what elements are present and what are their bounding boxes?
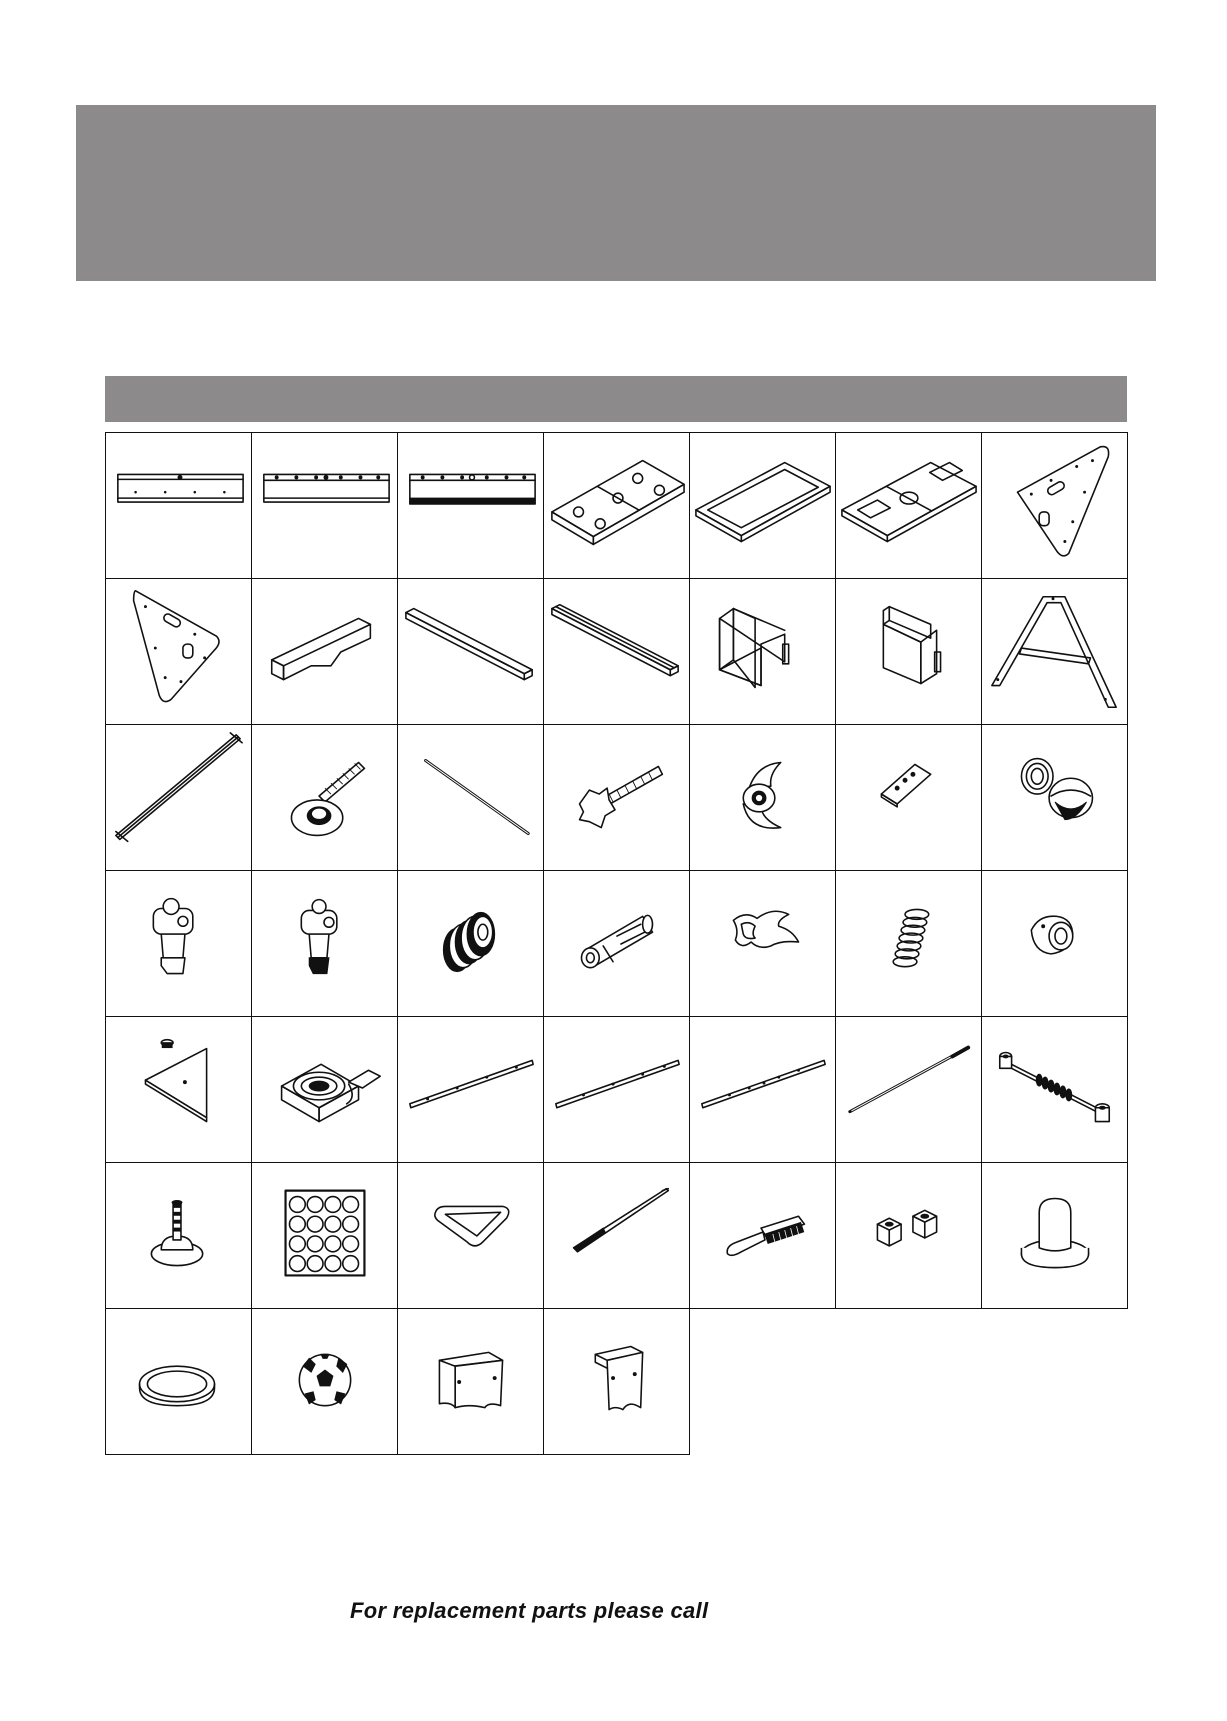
part-triangle-bracket xyxy=(105,1016,252,1163)
part-knob-bolt xyxy=(251,724,398,871)
part-rubber-bumper xyxy=(397,870,544,1017)
goal-box-a-icon xyxy=(690,579,835,724)
end-apron-icon xyxy=(252,579,397,724)
part-star-knob-bolt xyxy=(543,724,690,871)
leveler-foot-icon xyxy=(106,1163,251,1308)
mounting-plate-icon xyxy=(836,725,981,870)
part-cue-stick xyxy=(543,1162,690,1309)
part-triangle-rack xyxy=(397,1162,544,1309)
hockey-playfield-icon xyxy=(544,433,689,578)
corner-panel-right-icon xyxy=(982,433,1127,578)
wing-nut-icon xyxy=(690,725,835,870)
part-clip xyxy=(689,870,836,1017)
part-wing-nut xyxy=(689,724,836,871)
parts-grid xyxy=(105,432,1127,1449)
part-player-rod-c xyxy=(689,1016,836,1163)
brush-icon xyxy=(690,1163,835,1308)
part-thin-rod xyxy=(397,724,544,871)
part-side-rail-c xyxy=(397,432,544,579)
player-figure-b-icon xyxy=(252,871,397,1016)
part-goal-flap-b xyxy=(543,1308,690,1455)
part-player-figure-b xyxy=(251,870,398,1017)
ball-set-icon xyxy=(252,1163,397,1308)
triangle-rack-icon xyxy=(398,1163,543,1308)
part-puck xyxy=(105,1308,252,1455)
part-threaded-rod xyxy=(835,1016,982,1163)
part-coil-spring xyxy=(835,870,982,1017)
channel-rail-icon xyxy=(544,579,689,724)
part-player-rod-a xyxy=(397,1016,544,1163)
part-hockey-playfield xyxy=(543,432,690,579)
part-soccer-ball xyxy=(251,1308,398,1455)
part-side-rail-a xyxy=(105,432,252,579)
goal-flap-a-icon xyxy=(398,1309,543,1454)
player-figure-a-icon xyxy=(106,871,251,1016)
part-pool-cushion-frame xyxy=(689,432,836,579)
section-bar xyxy=(105,376,1127,422)
part-long-brace xyxy=(397,578,544,725)
player-rod-c-icon xyxy=(690,1017,835,1162)
rod-assembly-icon xyxy=(982,1017,1127,1162)
thin-rod-icon xyxy=(398,725,543,870)
knob-bolt-icon xyxy=(252,725,397,870)
part-side-rail-b xyxy=(251,432,398,579)
soccer-ball-icon xyxy=(252,1309,397,1454)
part-goal-box-a xyxy=(689,578,836,725)
stretcher-bar-icon xyxy=(106,725,251,870)
header-band xyxy=(76,105,1156,281)
corner-panel-left-icon xyxy=(106,579,251,724)
part-a-frame-leg xyxy=(981,578,1128,725)
fan-motor-unit-icon xyxy=(252,1017,397,1162)
goal-box-b-icon xyxy=(836,579,981,724)
soccer-playfield-icon xyxy=(836,433,981,578)
part-hockey-pusher xyxy=(981,1162,1128,1309)
part-channel-rail xyxy=(543,578,690,725)
side-rail-b-icon xyxy=(252,433,397,578)
star-knob-bolt-icon xyxy=(544,725,689,870)
part-mounting-plate xyxy=(835,724,982,871)
triangle-bracket-icon xyxy=(106,1017,251,1162)
bearing-bushing-icon xyxy=(982,871,1127,1016)
side-rail-c-icon xyxy=(398,433,543,578)
part-bearing-bushing xyxy=(981,870,1128,1017)
part-ball-set xyxy=(251,1162,398,1309)
part-chalk-cubes xyxy=(835,1162,982,1309)
part-goal-box-b xyxy=(835,578,982,725)
player-rod-a-icon xyxy=(398,1017,543,1162)
part-corner-panel-right xyxy=(981,432,1128,579)
part-goal-flap-a xyxy=(397,1308,544,1455)
long-brace-icon xyxy=(398,579,543,724)
handle-grip-icon xyxy=(544,871,689,1016)
part-soccer-playfield xyxy=(835,432,982,579)
pool-cushion-frame-icon xyxy=(690,433,835,578)
goal-flap-b-icon xyxy=(544,1309,689,1454)
hockey-pusher-icon xyxy=(982,1163,1127,1308)
part-end-apron xyxy=(251,578,398,725)
part-player-rod-b xyxy=(543,1016,690,1163)
side-rail-a-icon xyxy=(106,433,251,578)
spring-and-cap-icon xyxy=(982,725,1127,870)
part-spring-and-cap xyxy=(981,724,1128,871)
part-rod-assembly xyxy=(981,1016,1128,1163)
footer-text: For replacement parts please call xyxy=(350,1598,709,1623)
puck-icon xyxy=(106,1309,251,1454)
part-player-figure-a xyxy=(105,870,252,1017)
a-frame-leg-icon xyxy=(982,579,1127,724)
chalk-cubes-icon xyxy=(836,1163,981,1308)
rubber-bumper-icon xyxy=(398,871,543,1016)
part-stretcher-bar xyxy=(105,724,252,871)
player-rod-b-icon xyxy=(544,1017,689,1162)
part-brush xyxy=(689,1162,836,1309)
part-leveler-foot xyxy=(105,1162,252,1309)
threaded-rod-icon xyxy=(836,1017,981,1162)
coil-spring-icon xyxy=(836,871,981,1016)
part-corner-panel-left xyxy=(105,578,252,725)
cue-stick-icon xyxy=(544,1163,689,1308)
part-fan-motor-unit xyxy=(251,1016,398,1163)
part-handle-grip xyxy=(543,870,690,1017)
clip-icon xyxy=(690,871,835,1016)
